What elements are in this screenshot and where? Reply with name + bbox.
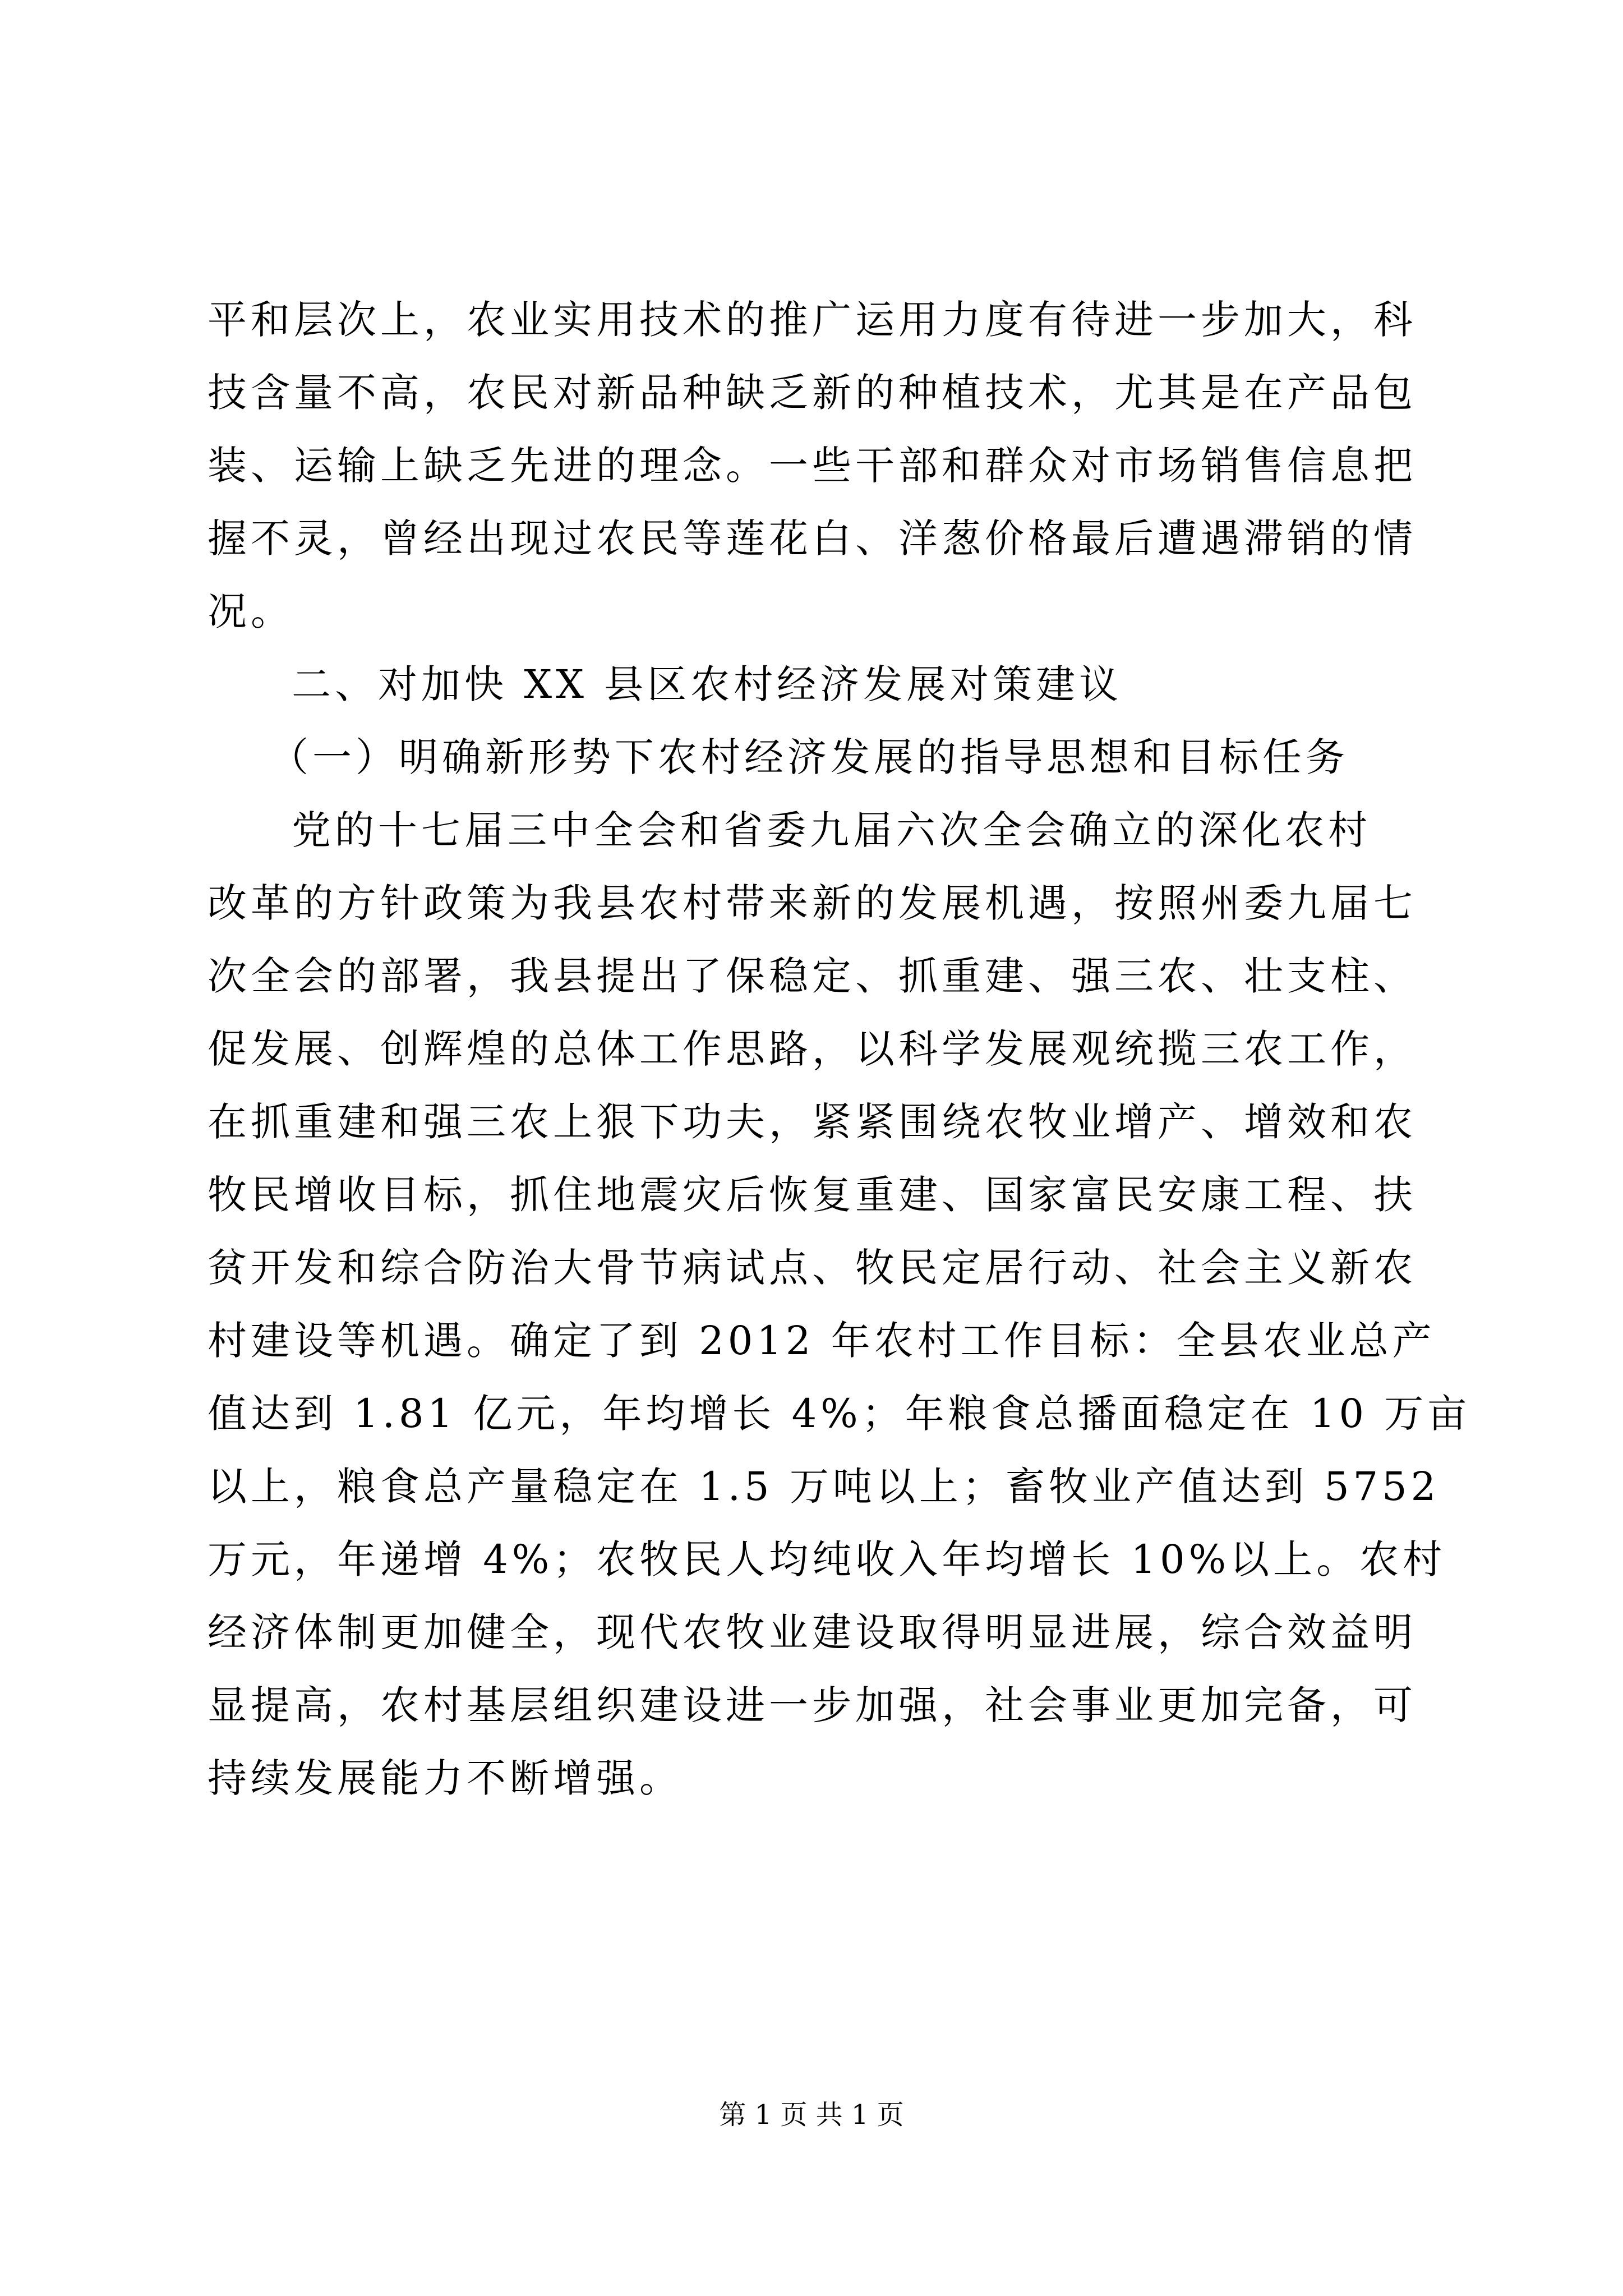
text-line: 装、运输上缺乏先进的理念。一些干部和群众对市场销售信息把 (208, 443, 1417, 489)
text-line: 改革的方针政策为我县农村带来新的发展机遇，按照州委九届七 (208, 880, 1417, 926)
text-line: 值达到 1.81 亿元，年均增长 4%；年粮食总播面稳定在 10 万亩 (208, 1391, 1471, 1437)
text-line: 党的十七届三中全会和省委九届六次全会确立的深化农村 (292, 807, 1371, 853)
text-line: 贫开发和综合防治大骨节病试点、牧民定居行动、社会主义新农 (208, 1245, 1417, 1291)
text-line: 经济体制更加健全，现代农牧业建设取得明显进展，综合效益明 (208, 1609, 1417, 1655)
text-line: 牧民增收目标，抓住地震灾后恢复重建、国家富民安康工程、扶 (208, 1172, 1417, 1218)
text-line: 况。 (208, 588, 294, 634)
text-line: 以上，粮食总产量稳定在 1.5 万吨以上；畜牧业产值达到 5752 (208, 1464, 1440, 1510)
text-line: 村建设等机遇。确定了到 2012 年农村工作目标：全县农业总产 (208, 1318, 1436, 1364)
text-line: 在抓重建和强三农上狠下功夫，紧紧围绕农牧业增产、增效和农 (208, 1099, 1417, 1145)
text-line: 握不灵，曾经出现过农民等莲花白、洋葱价格最后遭遇滞销的情 (208, 516, 1417, 562)
text-line: 次全会的部署，我县提出了保稳定、抓重建、强三农、壮支柱、 (208, 953, 1417, 999)
text-line: 持续发展能力不断增强。 (208, 1755, 683, 1801)
text-line: 显提高，农村基层组织建设进一步加强，社会事业更加完备，可 (208, 1682, 1417, 1728)
subsection-heading: （一）明确新形势下农村经济发展的指导思想和目标任务 (269, 734, 1349, 780)
page-number-footer: 第 1 页 共 1 页 (719, 2099, 904, 2131)
text-line: 平和层次上，农业实用技术的推广运用力度有待进一步加大，科 (208, 297, 1417, 343)
section-heading: 二、对加快 XX 县区农村经济发展对策建议 (292, 661, 1123, 707)
text-line: 万元，年递增 4%；农牧民人均纯收入年均增长 10%以上。农村 (208, 1536, 1446, 1582)
text-line: 促发展、创辉煌的总体工作思路，以科学发展观统揽三农工作， (208, 1026, 1417, 1072)
text-line: 技含量不高，农民对新品种缺乏新的种植技术，尤其是在产品包 (208, 370, 1417, 416)
